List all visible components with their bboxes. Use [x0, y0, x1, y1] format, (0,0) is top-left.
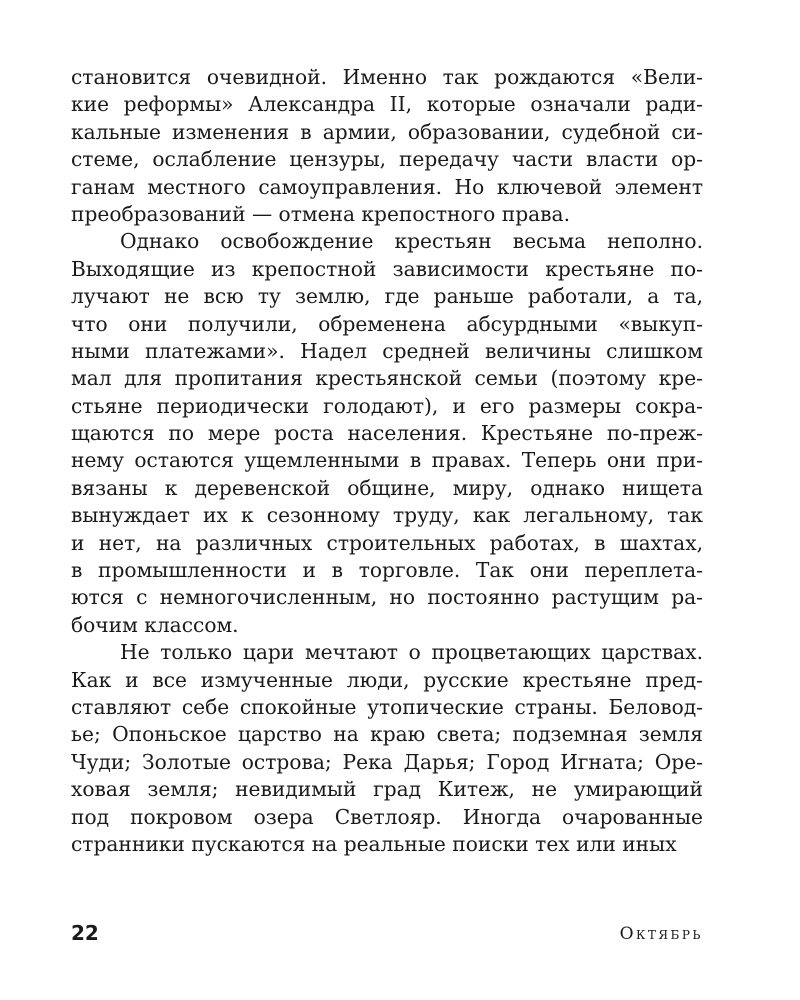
text-line: становится очевидной. Именно так рождаются «Вели-	[71, 65, 703, 89]
text-line: нему остаются ущемленными в правах. Теперь они при-	[71, 448, 703, 473]
text-line: что они получили, обременена абсурдными «выкуп-	[71, 311, 703, 336]
text-line: Чуди; Золотые острова; Река Дарья; Город Игната; Оре-	[71, 749, 703, 774]
paragraph	[71, 639, 703, 858]
text-line: стеме, ослабление цензуры, передачу части власти ор-	[71, 147, 703, 172]
paragraph	[71, 64, 703, 228]
text-line: ховая земля; невидимый град Китеж, не умирающий	[71, 777, 703, 802]
text-line: ными платежами». Надел средней величины слишком	[71, 338, 703, 363]
text-line: стьяне периодически голодают), и его размеры сокра-	[71, 393, 703, 418]
text-line: странники пускаются на реальные поиски тех или иных	[71, 831, 677, 856]
text-line: в промышленности и в торговле. Так они переплета-	[71, 558, 703, 583]
page-number: 22	[71, 921, 99, 945]
text-line: преобразований — отмена крепостного права.	[71, 201, 570, 226]
text-line: под покровом озера Светлояр. Иногда очарованные	[71, 804, 703, 829]
text-line: и нет, на различных строительных работах, в шахтах,	[71, 530, 703, 555]
text-line: щаются по мере роста населения. Крестьяне по-преж-	[71, 421, 703, 446]
text-line: мал для пропитания крестьянской семьи (поэтому кре-	[71, 366, 703, 391]
text-line: ставляют себе спокойные утопические страны. Беловод-	[71, 694, 703, 719]
text-line: ганам местного самоуправления. Но ключевой элемент	[71, 174, 703, 199]
paragraph	[71, 228, 703, 639]
text-line: вязаны к деревенской общине, миру, однако нищета	[71, 475, 703, 500]
body-text	[71, 64, 703, 858]
text-line: кальные изменения в армии, образовании, судебной си-	[71, 119, 703, 144]
text-line: Не только цари мечтают о процветающих царствах.	[120, 640, 703, 665]
text-line: вынуждает их к сезонному труду, как легальному, так	[71, 503, 703, 528]
text-line: ются с немногочисленным, но постоянно растущим ра-	[71, 585, 703, 610]
running-title: Октябрь	[619, 924, 703, 944]
text-line: лучают не всю ту землю, где раньше работали, а та,	[71, 284, 703, 309]
text-line: ье; Опоньское царство на краю света; подземная земля	[71, 722, 703, 747]
text-line: Выходящие из крепостной зависимости крестьяне по-	[71, 256, 703, 281]
text-line: Однако освобождение крестьян весьма неполно.	[120, 229, 703, 254]
text-line: Как и все измученные люди, русские крестьяне пред-	[71, 667, 703, 692]
text-line: кие реформы» Александра II, которые означали ради-	[71, 92, 703, 117]
text-line: бочим классом.	[71, 612, 239, 637]
